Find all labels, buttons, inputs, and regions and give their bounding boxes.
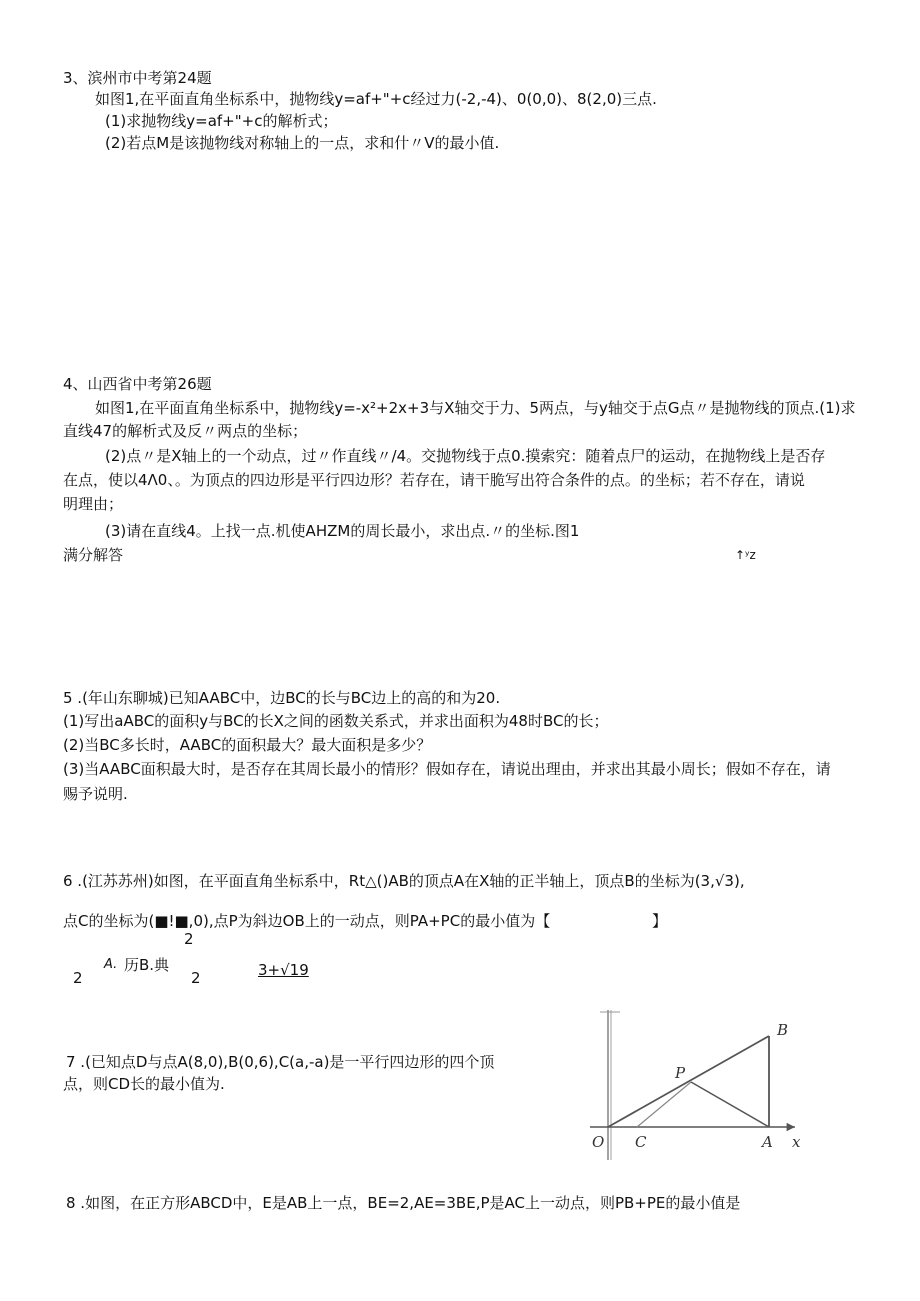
q4-line-7: 满分解答 bbox=[63, 546, 124, 564]
q6-option-c: 3+√19 bbox=[258, 961, 309, 979]
q8-line-1: 8 .如图，在正方形ABCD中，E是AB上一点，BE=2,AE=3BE,P是AC上一动点，则PB+PE的最小值是 bbox=[66, 1194, 741, 1212]
segment-PC bbox=[637, 1082, 691, 1127]
label-O: O bbox=[592, 1133, 605, 1151]
q5-line-2: (1)写出aABC的面积y与BC的长X之间的函数关系式，并求出面积为48时BC的长； bbox=[63, 712, 609, 730]
q5-line-5: 赐予说明. bbox=[63, 785, 128, 803]
label-C: C bbox=[635, 1133, 647, 1151]
q6-bracket-close: 】 bbox=[652, 912, 668, 930]
q6-line-2: 点C的坐标为(■!■,0),点P为斜边OB上的一动点，则PA+PC的最小值为【 bbox=[63, 912, 551, 930]
q6-option-a: A. bbox=[104, 957, 118, 972]
q3-line-1: 如图1,在平面直角坐标系中，抛物线y=af+"+c经过力(-2,-4)、0(0,0)、8(2,0)三点. bbox=[95, 90, 657, 108]
q4-line-1: 如图1,在平面直角坐标系中，抛物线y=-x²+2x+3与X轴交于力、5两点，与y轴交于点G点〃是抛物线的顶点.(1)求 bbox=[95, 399, 856, 417]
q7-line-2: 点，则CD长的最小值为. bbox=[63, 1075, 225, 1093]
coordinate-figure bbox=[580, 1000, 810, 1165]
label-B: B bbox=[777, 1021, 789, 1039]
q5-line-1: 5 .(年山东聊城)已知AABC中，边BC的长与BC边上的高的和为20. bbox=[63, 689, 501, 707]
q6-subscript-2: 2 bbox=[184, 930, 194, 948]
q3-line-3: (2)若点M是该抛物线对称轴上的一点，求和什〃V的最小值. bbox=[105, 134, 500, 152]
q4-header: 4、山西省中考第26题 bbox=[63, 375, 212, 393]
q4-line-4: 在点，使以4Λ0、。为顶点的四边形是平行四边形？若存在，请干脆写出符合条件的点。的坐标；若不存在，请说 bbox=[63, 471, 805, 489]
label-P: P bbox=[675, 1064, 686, 1082]
q4-line-3: (2)点〃是X轴上的一个动点，过〃作直线〃/4。交抛物线于点0.摸索究：随着点尸的运动，在抛物线上是否存 bbox=[105, 447, 826, 465]
q5-line-3: (2)当BC多长时，AABC的面积最大？最大面积是多少？ bbox=[63, 736, 432, 754]
q6-denominator-1: 2 bbox=[73, 969, 83, 987]
q4-line-6: (3)请在直线4。上找一点.机使AHZM的周长最小，求出点.〃的坐标.图1 bbox=[105, 522, 580, 540]
q3-header: 3、滨州市中考第24题 bbox=[63, 69, 212, 87]
label-A: A bbox=[762, 1133, 773, 1151]
q5-line-4: (3)当AABC面积最大时，是否存在其周长最小的情形？假如存在，请说出理由，并求出其最小周长；假如不存在，请 bbox=[63, 760, 831, 778]
segment-PA bbox=[691, 1082, 769, 1127]
q6-option-ab: 历B.典 bbox=[124, 956, 170, 974]
q3-line-2: (1)求抛物线y=af+"+c的解析式； bbox=[105, 112, 338, 130]
q4-axis-mark: ↑ʸz bbox=[735, 548, 756, 562]
q6-denominator-2: 2 bbox=[191, 969, 201, 987]
q4-line-2: 直线47的解析式及反〃两点的坐标； bbox=[63, 422, 308, 440]
q6-line-1: 6 .(江苏苏州)如图，在平面直角坐标系中，Rt△()AB的顶点A在X轴的正半轴上，顶点B的坐标为(3,√3), bbox=[63, 872, 745, 890]
q7-line-1: 7 .(已知点D与点A(8,0),B(0,6),C(a,-a)是一平行四边形的四个顶 bbox=[66, 1053, 495, 1071]
label-x: x bbox=[792, 1133, 801, 1151]
q4-line-5: 明理由； bbox=[63, 495, 124, 513]
